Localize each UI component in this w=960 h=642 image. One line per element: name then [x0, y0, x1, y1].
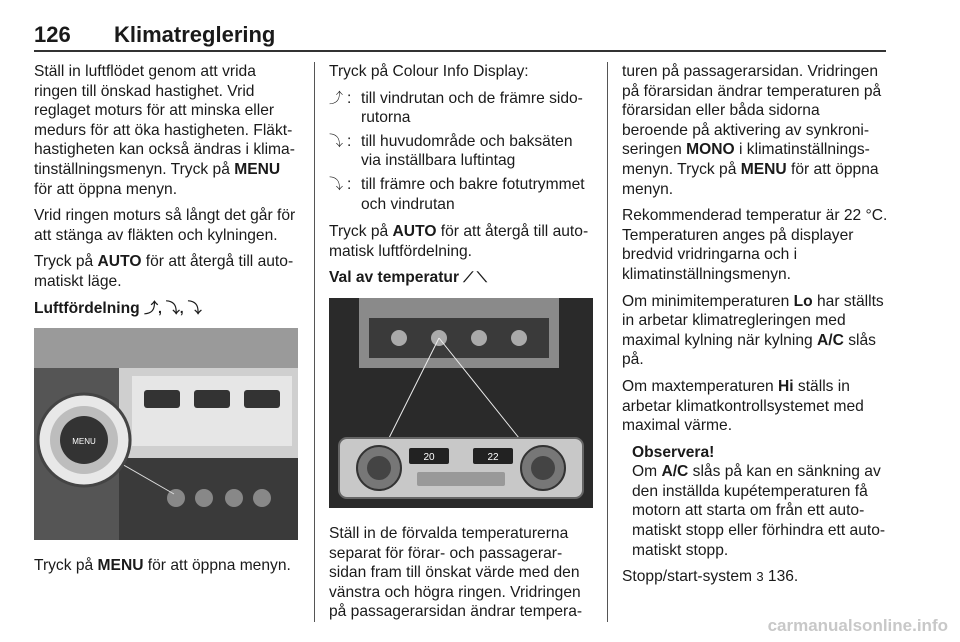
paragraph-auto-distribution: Tryck på AUTO för att återgå till auto-matisk luftfördelning.: [329, 223, 589, 260]
mono-term: MONO: [686, 141, 735, 159]
menu-knob-label: MENU: [72, 437, 96, 447]
menu-term: MENU: [97, 557, 144, 575]
paragraph-stop-start: Stopp/start-system 3 136.: [622, 568, 799, 586]
chapter-title: Klimatreglering: [114, 22, 276, 47]
menu-term: MENU: [740, 160, 787, 178]
body-airflow-icon: ⤵: [329, 132, 343, 149]
air-distribution-icons: ⤴, ⤵, ⤵: [144, 299, 202, 316]
footwell-airflow-icon: ⤵: [329, 175, 343, 192]
paragraph-recommended: Rekommenderad temperatur är 22 °C. Temperaturen anges på displayer bredvid vridringarna och i klimatinställningsmenyn.: [622, 207, 888, 283]
paragraph-set-temperature: Ställ in de förvalda temperaturerna separat för förar- och passagerar-sidan fram till önskat värde med den vänstra och högra ringen. Vridringen på passagerarsidan ändrar tempera-: [329, 524, 583, 621]
column-middle: [329, 62, 595, 629]
figure-menu-button: [34, 328, 298, 540]
climate-panel-illustration: [329, 298, 593, 508]
note-title: Observera!: [632, 443, 715, 461]
list-item: ⤵ : till huvudområde och baksäten via inställbara luftintag: [329, 132, 573, 170]
paragraph-fan-speed: Ställ in luftflödet genom att vrida ringen till önskad hastighet. Vrid reglaget moturs för att minska eller medurs för att öka hastigheten. Fläkt-hastigheten kan också ändras i klima-tinställningsmenyn. Tryck på MENU för att öppna menyn.: [34, 63, 295, 198]
column-right: [622, 62, 888, 594]
subheading-air-distribution: Luftfördelning ⤴, ⤵, ⤵: [34, 299, 202, 317]
page-reference-icon[interactable]: 3: [756, 569, 764, 585]
note-box: [622, 443, 888, 561]
auto-term: AUTO: [97, 253, 142, 271]
column-divider: [314, 62, 315, 622]
page-number: 126: [34, 22, 71, 47]
passenger-temp-display: 22: [487, 451, 499, 463]
paragraph-sync: turen på passagerarsidan. Vridringen på förarsidan ändrar temperaturen på förarsidan eller båda sidorna beroende på aktivering av synkroni-seringen MONO i klimatinställnings-menyn. Tryck på MENU för att öppna menyn.: [622, 63, 882, 198]
list-item: ⤵ : till främre och bakre fotutrymmet och vindrutan: [329, 175, 585, 213]
paragraph-auto: Tryck på AUTO för att återgå till auto-matiskt läge.: [34, 253, 294, 290]
figure-temperature-controls: [329, 298, 593, 508]
list-item: ⤴ : till vindrutan och de främre sido-rutorna: [329, 89, 583, 127]
driver-temp-display: 20: [423, 451, 435, 463]
windscreen-airflow-icon: ⤴: [329, 89, 343, 106]
dashboard-illustration: [34, 328, 298, 540]
watermark: carmanualsonline.info: [767, 616, 948, 635]
page-header: [34, 22, 886, 52]
figure-caption: Tryck på MENU för att öppna menyn.: [34, 557, 291, 575]
air-distribution-list: [329, 89, 595, 215]
ac-term: A/C: [817, 331, 844, 349]
lo-term: Lo: [793, 292, 813, 310]
subheading-temperature: Val av temperatur ⟋ ⟍: [329, 269, 487, 287]
ac-term: A/C: [661, 463, 689, 481]
paragraph-fan-off: Vrid ringen moturs så långt det går för att stänga av fläkten och kylningen.: [34, 207, 296, 244]
hi-term: Hi: [778, 377, 794, 395]
temperature-icons: ⟋ ⟍: [463, 269, 487, 286]
menu-term: MENU: [234, 160, 281, 178]
paragraph-lo: Om minimitemperaturen Lo har ställts in arbetar klimatregleringen med maximal kylning när kylning A/C slås på.: [622, 292, 884, 369]
header-rule: [34, 50, 886, 52]
note-text: Om A/C slås på kan en sänkning av den inställda kupétemperaturen få motorn att starta om från ett auto-matiskt stopp eller förhindra ett auto-matiskt stopp.: [632, 463, 886, 559]
paragraph-display-intro: Tryck på Colour Info Display:: [329, 63, 529, 80]
column-left: [34, 62, 300, 583]
column-divider: [607, 62, 608, 622]
auto-term: AUTO: [392, 223, 437, 241]
paragraph-hi: Om maxtemperaturen Hi ställs in arbetar klimatkontrollsystemet med maximal värme.: [622, 377, 864, 435]
